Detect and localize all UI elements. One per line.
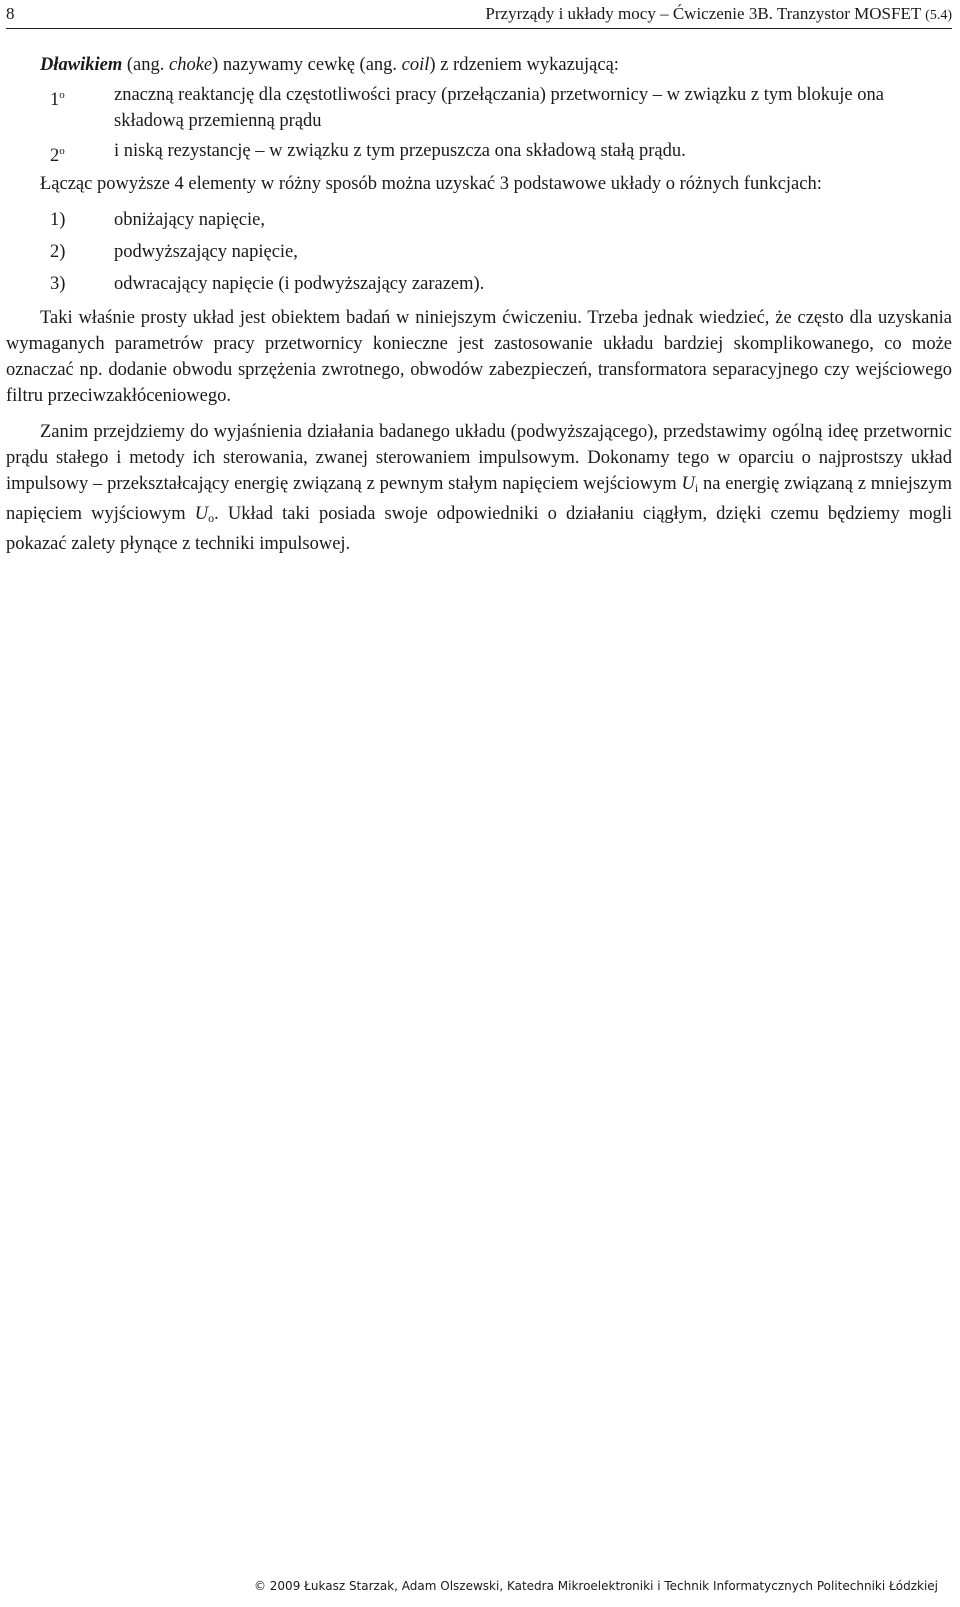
term-coil: coil [401,55,430,75]
header-chapter: (5.4) [925,8,952,23]
page-body [6,52,952,557]
study-paragraph: Taki właśnie prosty układ jest obiektem badań w niniejszym ćwiczeniu. Trzeba jednak wiedzieć, że często dla uzyskania wymaganych parametrów pracy przetwornicy konieczne jest zastosowanie układu bardziej skomplikowanego, co może oznaczać np. dodanie obwodu sprzężenia zwrotnego, obwodów zabezpieczeń, transformatora separacyjnego czy wejściowego filtru przeciwzakłóceniowego. [6,308,952,406]
property-marker: 1$^o$ [50,89,65,110]
defined-term: Dławikiem [40,55,123,75]
symbol-u-input: U [681,474,695,494]
impulse-text-2: na energię związaną z mniejszym napięciem wyjściowym [6,474,952,524]
property-list [6,82,952,164]
document-page [6,0,952,1607]
impulse-paragraph [6,419,952,557]
symbol-u-output: U [194,504,209,524]
combine-paragraph: Łącząc powyższe 4 elementy w różny sposób można uzyskać 3 podstawowe układy o różnych funkcjach: [40,174,822,194]
intro-text-3: ) z rdzeniem wykazującą: [429,55,619,75]
subscript-o: o [208,511,215,525]
circuit-item [6,271,952,303]
impulse-text-1: Zanim przejdziemy do wyjaśnienia działania badanego układu (podwyższającego), przedstawimy ogólną ideę przetwornic prądu stałego i metody ich sterowania, zwanej sterowaniem impulsowym. Dokonamy tego w oparciu o najprostszy układ impulsowy – przekształcający energię związaną z pewnym stałym napięciem wejściowym [6,422,952,494]
page-number: 8 [6,4,15,23]
impulse-text-3: . Układ taki posiada swoje odpowiedniki o działaniu ciągłym, dzięki czemu będziemy mogli pokazać zalety płynące z techniki impulsowej. [6,504,952,554]
intro-paragraph [6,52,952,78]
property-item [6,82,952,134]
circuit-item [6,239,952,271]
property-text: i niską rezystancję – w związku z tym przepuszcza ona składową stałą prądu. [114,141,686,161]
subscript-i: i [694,481,699,495]
property-marker: 2$^o$ [50,145,65,166]
running-header [6,4,952,29]
intro-text-1: (ang. [122,55,169,75]
circuit-marker: 2) [50,242,66,262]
circuit-text: obniżający napięcie, [114,210,265,230]
property-item [6,138,952,164]
term-choke: choke [168,55,213,75]
circuit-item [6,207,952,239]
circuit-text: podwyższający napięcie, [114,242,298,262]
circuit-text: odwracający napięcie (i podwyższający zarazem). [114,274,485,294]
header-title-text: Przyrządy i układy mocy – Ćwiczenie 3B. Tranzystor MOSFET [485,4,921,23]
circuit-marker: 3) [50,274,66,294]
circuit-marker: 1) [50,210,66,230]
header-title [485,4,952,24]
copyright-footer: © 2009 Łukasz Starzak, Adam Olszewski, Katedra Mikroelektroniki i Technik Informatycznych Politechniki Łódzkiej [253,1579,938,1593]
circuit-list [6,207,952,303]
intro-text-2: ) nazywamy cewkę (ang. [212,55,402,75]
property-text: znaczną reaktancję dla częstotliwości pracy (przełączania) przetwornicy – w związku z tym blokuje ona składową przemienną prądu [114,85,884,131]
